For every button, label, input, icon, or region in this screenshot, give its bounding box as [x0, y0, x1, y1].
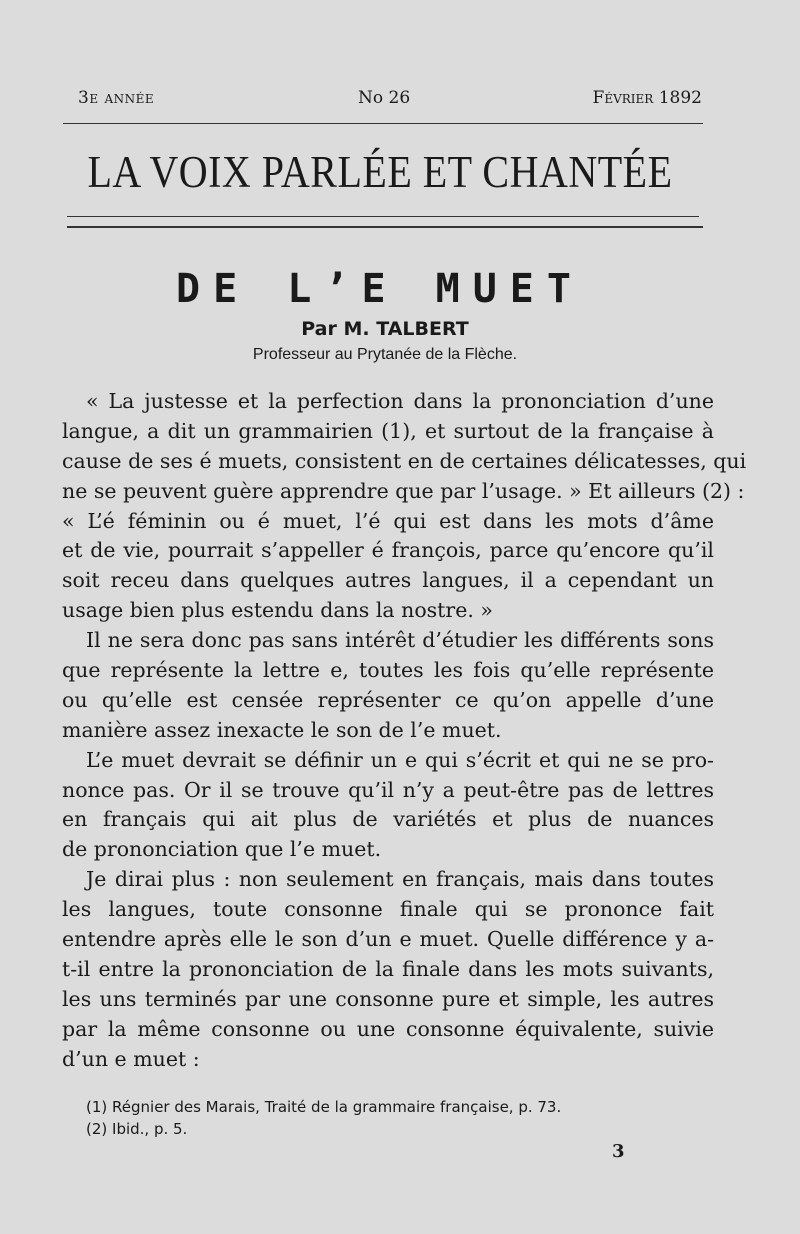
header-year: 3e année [78, 88, 155, 108]
page-header [78, 88, 702, 112]
article-body [62, 387, 747, 1074]
footnote-1: (1) Régnier des Marais, Traité de la grammaire française, p. 73. [86, 1098, 562, 1116]
title-rule-top [67, 216, 699, 217]
footnote-2: (2) Ibid., p. 5. [86, 1120, 188, 1138]
body-line: Il ne sera donc pas sans intérêt d’étudier les différents sons [86, 628, 714, 653]
header-date: Février 1892 [592, 88, 702, 108]
article-title: DE L’E MUET [176, 266, 584, 312]
body-line: en français qui ait plus de variétés et plus de nuances [62, 807, 714, 832]
title-rule-bottom [67, 226, 703, 228]
journal-title: LA VOIX PARLÉE ET CHANTÉE [87, 145, 673, 198]
body-line: d’un e muet : [62, 1046, 200, 1071]
body-line: entendre après elle le son d’un e muet. Quelle différence y a- [62, 927, 714, 952]
body-line: Je dirai plus : non seulement en français, mais dans toutes [86, 867, 714, 892]
body-line: langue, a dit un grammairien (1), et surtout de la française à [62, 418, 714, 443]
body-line: cause de ses é muets, consistent en de certaines délicatesses, qui [62, 448, 747, 473]
page-number: 3 [612, 1141, 625, 1162]
body-line: nonce pas. Or il se trouve qu’il n’y a peut-être pas de lettres [62, 777, 714, 802]
body-line: soit receu dans quelques autres langues, il a cependant un [62, 568, 714, 593]
body-line: ou qu’elle est censée représenter ce qu’on appelle d’une [62, 687, 714, 712]
body-line: et de vie, pourrait s’appeller é françois, parce qu’encore qu’il [62, 538, 714, 563]
body-line: usage bien plus estendu dans la nostre. » [62, 598, 493, 623]
body-line: t-il entre la prononciation de la finale dans les mots suivants, [62, 956, 714, 981]
body-line: manière assez inexacte le son de l’e muet. [62, 717, 502, 742]
article-author: Par M. TALBERT [301, 318, 469, 340]
body-line: ne se peuvent guère apprendre que par l’usage. » Et ailleurs (2) : [62, 478, 745, 503]
footnotes [86, 1096, 561, 1140]
body-line: les uns terminés par une consonne pure et simple, les autres [62, 986, 714, 1011]
body-line: par la même consonne ou une consonne équivalente, suivie [62, 1016, 714, 1041]
header-issue-number: No 26 [358, 88, 411, 108]
author-affiliation: Professeur au Prytanée de la Flèche. [252, 346, 518, 363]
body-line: les langues, toute consonne finale qui se prononce fait [62, 897, 714, 922]
header-rule [63, 123, 703, 124]
body-line: « L’é féminin ou é muet, l’é qui est dans les mots d’âme [62, 508, 714, 533]
body-line: que représente la lettre e, toutes les fois qu’elle représente [62, 658, 714, 683]
body-line: L’e muet devrait se définir un e qui s’écrit et qui ne se pro- [86, 747, 714, 772]
body-line: de prononciation que l’e muet. [62, 837, 382, 862]
body-line: « La justesse et la perfection dans la prononciation d’une [86, 389, 714, 413]
